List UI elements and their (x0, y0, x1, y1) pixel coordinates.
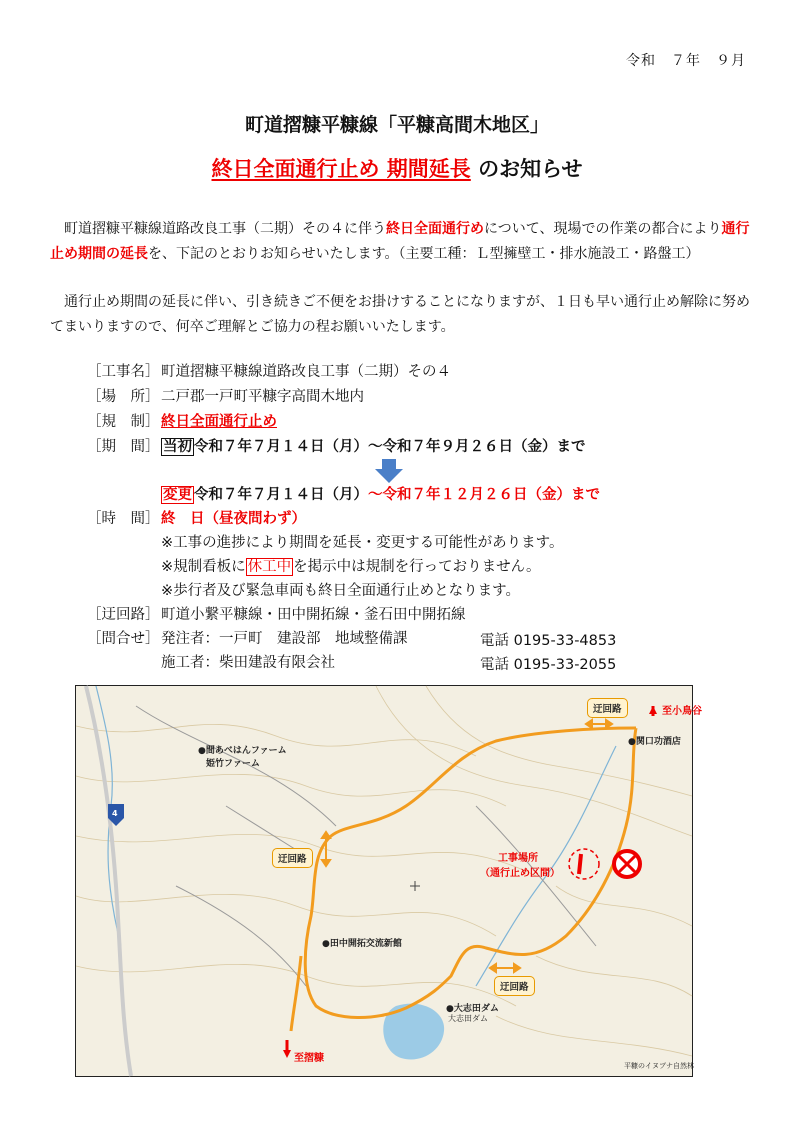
subtitle-highlight: 終日全面通行止め 期間延長 (211, 157, 471, 181)
intro-text: を、下記のとおりお知らせいたします。（主要工種：Ｌ型擁壁工・排水施設工・路盤工） (148, 246, 700, 262)
south-arrow-icon (283, 1040, 291, 1058)
intro-highlight-closure: 終日全面通行め (386, 221, 484, 237)
site-label-2: （通行止め区間） (480, 868, 560, 879)
period-change-start: 令和７年７月１４日（月） (194, 487, 368, 503)
restriction-label: ［規 制］ (87, 414, 160, 430)
place-row (87, 385, 364, 409)
detour-label-north: 迂回路 (587, 698, 628, 718)
period-change-end: ～令和７年１２月２６日（金）まで (368, 487, 600, 503)
place-dam: ●大志田ダム (446, 1004, 499, 1014)
document-date: 令和 ７年 ９月 (626, 53, 746, 69)
note-2-highlight: 休工中 (247, 559, 292, 575)
period-change-row (161, 483, 600, 507)
project-label: ［工事名］ (87, 364, 160, 380)
north-arrow-icon (649, 706, 657, 716)
intro-highlight-extension: 通行止め期間の延長 (50, 221, 750, 262)
note-2-text: を掲示中は規制を行っておりません。 (293, 559, 541, 575)
restriction-row (87, 410, 277, 434)
place-center: ●田中開拓交流新館 (322, 939, 402, 949)
time-label: ［時 間］ (87, 511, 160, 527)
project-value: 町道摺糠平糠線道路改良工事（二期）その４ (161, 364, 451, 380)
detour-label-west: 迂回路 (272, 848, 313, 868)
period-original-value: 令和７年７月１４日（月）～令和７年９月２６日（金）まで (194, 439, 586, 455)
contact-row (87, 627, 408, 651)
closure-bar (579, 854, 581, 874)
place-value: 二戸郡一戸町平糠字高間木地内 (161, 389, 364, 405)
subtitle-suffix: のお知らせ (470, 157, 583, 181)
to-north-label: 至小鳥谷 (662, 706, 702, 717)
note-2 (161, 555, 541, 579)
route-map (75, 685, 702, 1077)
contact-label: ［問合せ］ (87, 631, 160, 647)
map-center-crosshair (410, 881, 420, 891)
period-row (87, 435, 586, 459)
intro-paragraph-2: 通行止め期間の延長に伴い、引き続きご不便をお掛けすることになりますが、１日も早い通行止め解除に努めてまいりますので、何卒ご理解とご協力の程お願いいたします。 (50, 294, 750, 335)
no-entry-sign-icon (614, 851, 640, 877)
notice-subtitle (0, 153, 794, 183)
site-label-1: 工事場所 (498, 853, 538, 864)
closure-circle (569, 849, 599, 879)
detour-label: ［迂回路］ (87, 607, 160, 623)
to-south-label: 至摺糠 (294, 1053, 324, 1064)
contractor-phone: 電話 0195-33-2055 (480, 657, 617, 673)
note-1: ※工事の進捗により期間を延長・変更する可能性があります。 (161, 535, 564, 551)
contact-orderer: 発注者：一戸町 建設部 地域整備課 (161, 631, 408, 647)
time-value: 終 日（昼夜問わず） (161, 511, 306, 527)
time-row (87, 507, 306, 531)
place-shop: ●関口功酒店 (628, 737, 681, 747)
map-graphic (76, 686, 692, 1076)
detour-value: 町道小繋平糠線・田中開拓線・釜石田中開拓線 (161, 607, 466, 623)
map-credit: 平糠のイヌブナ自然林 (624, 1062, 694, 1070)
intro-text: 町道摺糠平糠線道路改良工事（二期）その４に伴う (64, 221, 386, 237)
down-arrow-icon (375, 459, 403, 483)
route-number: 4 (112, 809, 118, 818)
period-change-tag: 変更 (163, 487, 192, 503)
detour-label-south: 迂回路 (494, 976, 535, 996)
place-label: ［場 所］ (87, 389, 160, 405)
project-row (87, 360, 451, 384)
intro-text: について、現場での作業の都合により (484, 221, 722, 237)
place-farm2: 姫竹ファーム (206, 759, 260, 769)
place-farm1: ●間あべはんファーム (198, 746, 287, 756)
period-label: ［期 間］ (87, 439, 160, 455)
note-2-text: ※規制看板に (161, 559, 246, 575)
detour-row (87, 603, 466, 627)
place-dam-sub: 大志田ダム (448, 1014, 488, 1023)
contact-contractor: 施工者：柴田建設有限会社 (161, 655, 335, 671)
intro-paragraph-1 (50, 217, 755, 267)
note-3: ※歩行者及び緊急車両も終日全面通行止めとなります。 (161, 583, 520, 599)
restriction-value: 終日全面通行止め (161, 414, 277, 430)
notice-title: 町道摺糠平糠線「平糠高間木地区」 (244, 114, 549, 136)
period-original-tag: 当初 (163, 439, 192, 455)
orderer-phone: 電話 0195-33-4853 (480, 633, 617, 649)
